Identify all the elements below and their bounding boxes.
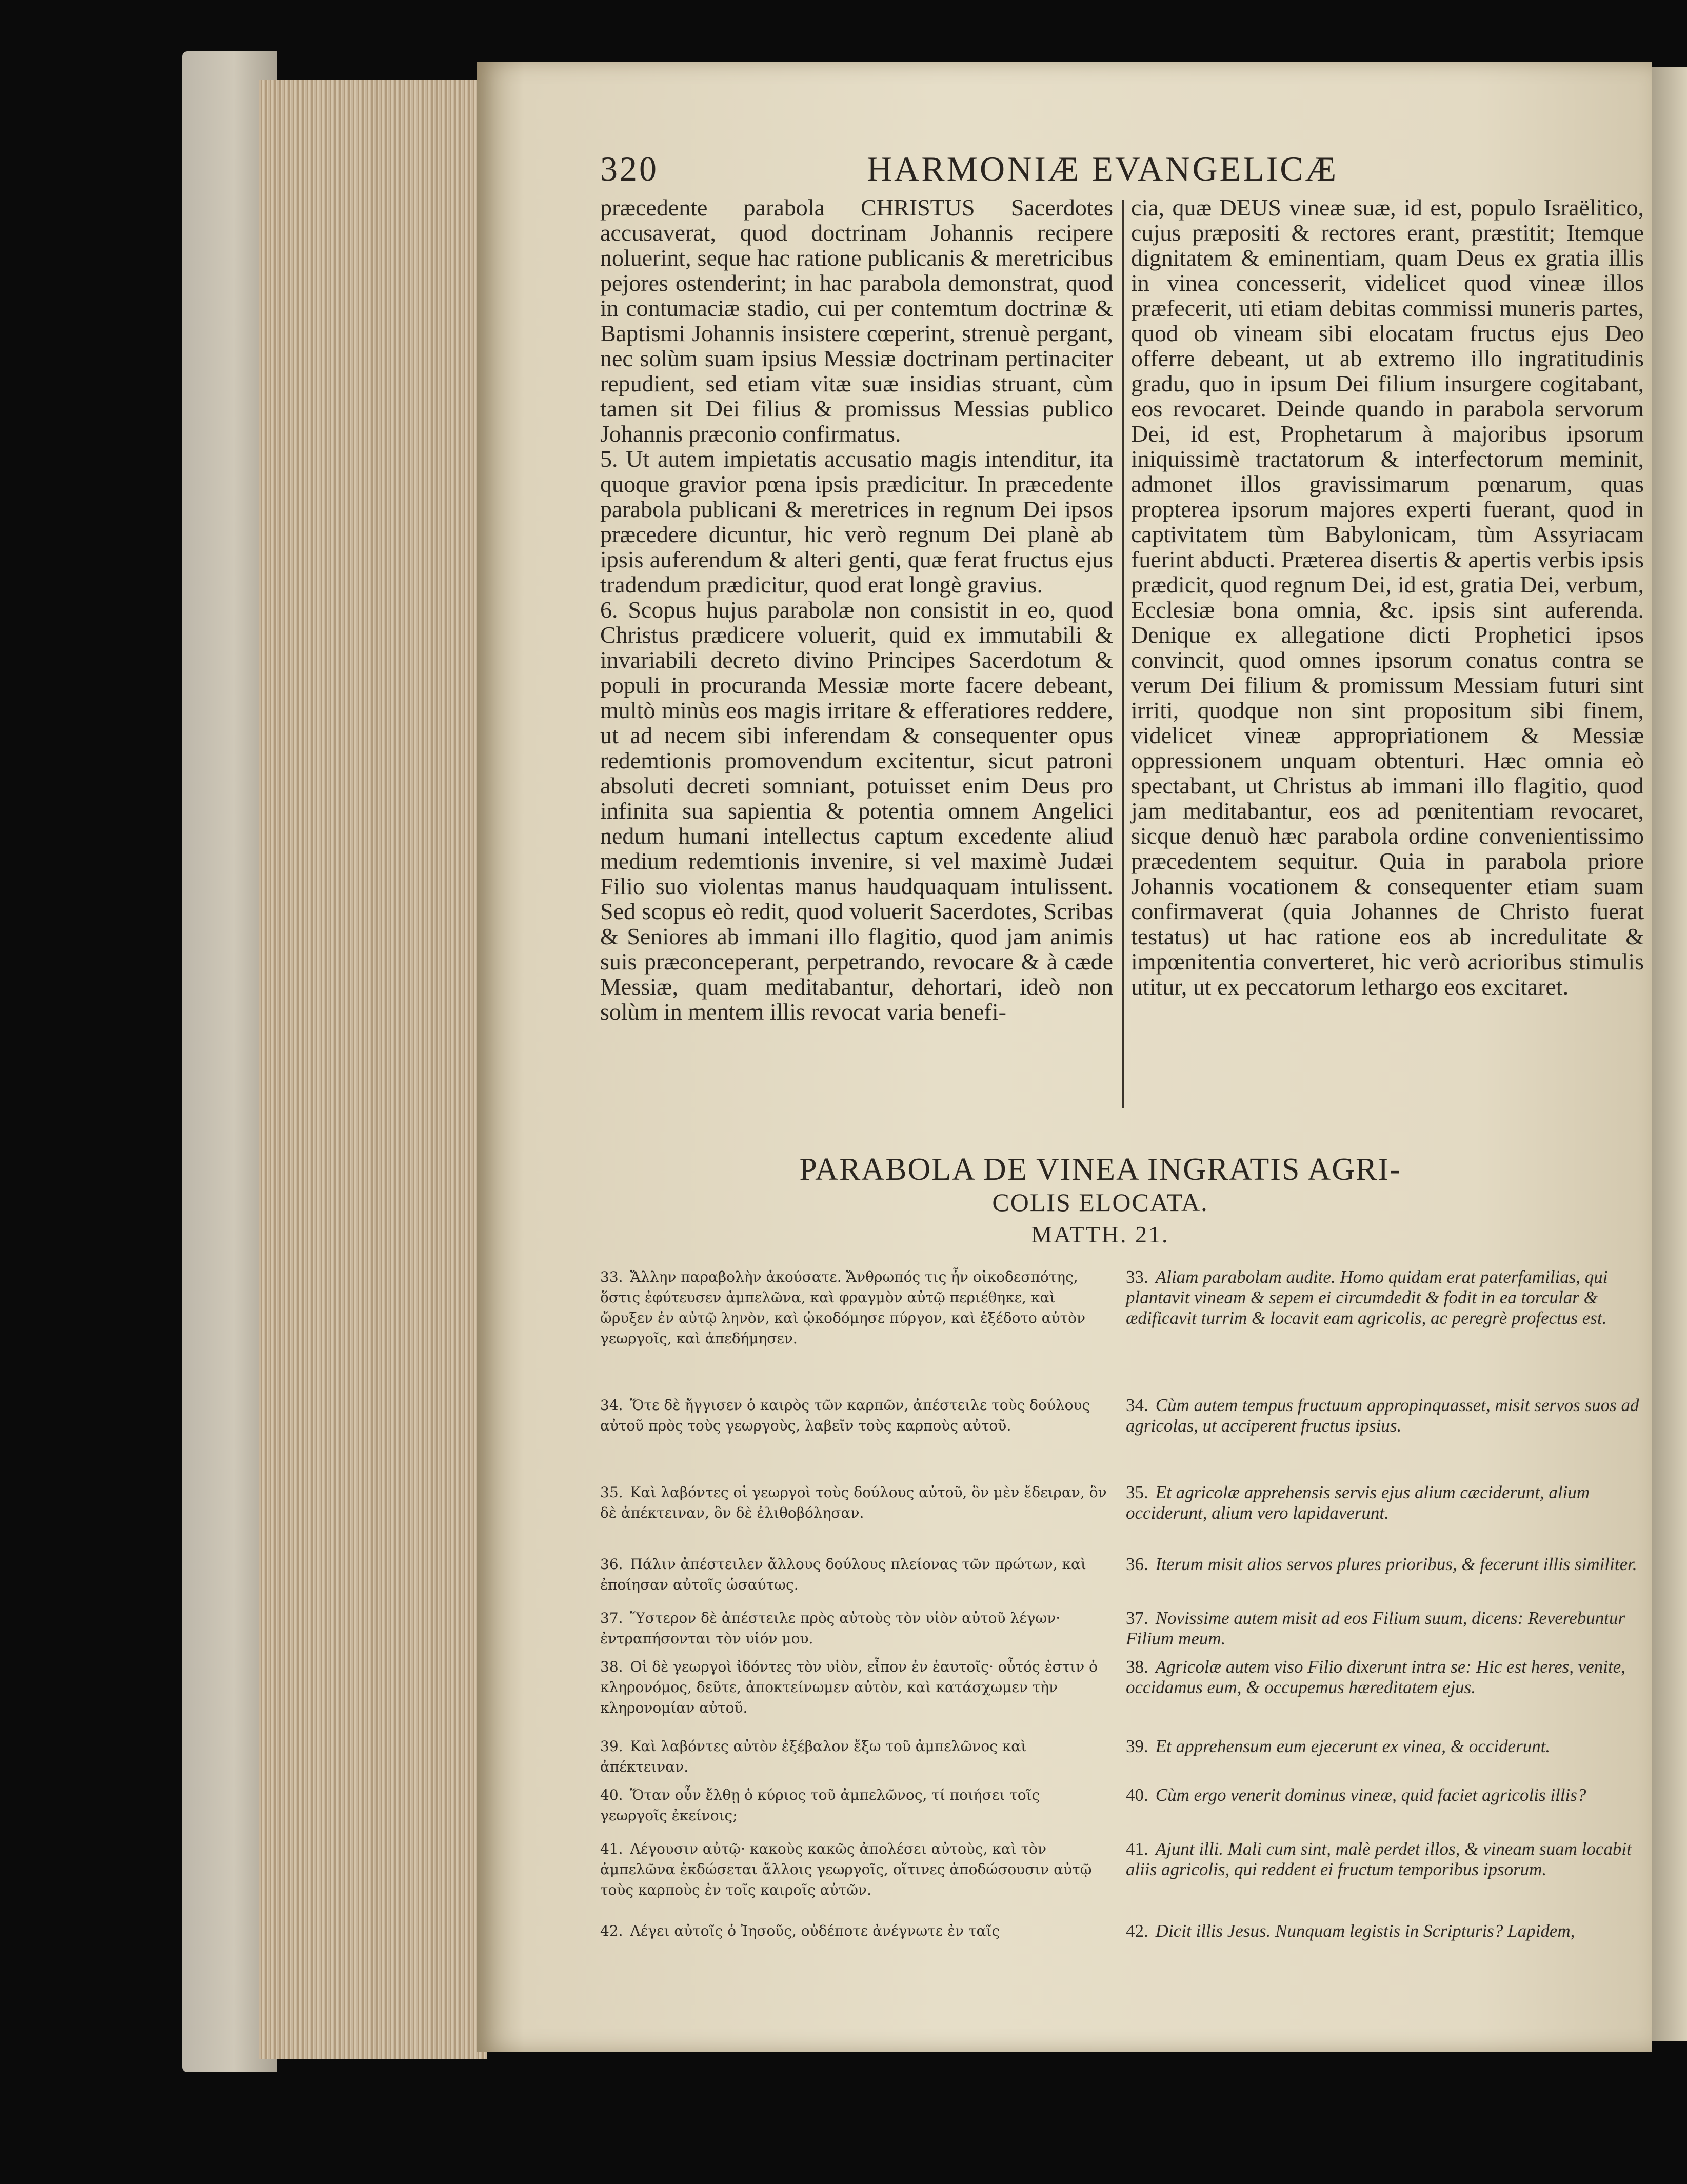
running-title: HARMONIÆ EVANGELICÆ — [867, 149, 1339, 188]
greek-verse: 34. Ὅτε δὲ ἤγγισεν ὁ καιρὸς τῶν καρπῶν, ἀπέστειλε τοὺς δούλους αὐτοῦ πρὸς τοὺς γεωργοὺς, λαβεῖν τοὺς καρποὺς αὐτοῦ. — [600, 1397, 1090, 1434]
greek-verse: 33. Ἄλλην παραβολὴν ἀκούσατε. Ἄνθρωπός τις ἦν οἰκοδεσπότης, ὅστις ἐφύτευσεν ἀμπελῶνα, καὶ φραγμὸν αὐτῷ περιέθηκε, καὶ ὤρυξεν ἐν αὐτῷ ληνὸν, καὶ ᾠκοδόμησε πύργον, καὶ ἐξέδοτο αὐτὸν γεωργοῖς, καὶ ἀπεδήμησεν. — [600, 1268, 1085, 1347]
right-column — [1131, 195, 1644, 999]
latin-verse: 42. Dicit illis Jesus. Nunquam legistis in Scripturis? Lapidem, — [1126, 1921, 1575, 1941]
paragraph: 5. Ut autem impietatis accusatio magis intenditur, ita quoque gravior pœna ipsis prædicitur. In præcedente parabola publicani & meretrices in regnum Dei ipsos præcedere dicuntur, hic verò regnum Dei planè ab ipsis auferendum & alteri genti, quæ ferat fructus ejus tradendum prædicitur, quod erat longè gravius. — [600, 446, 1113, 598]
paragraph: cia, quæ DEUS vineæ suæ, id est, populo Israëlitico, cujus præpositi & rectores erant, præstitit; Itemque dignitatem & eminentiam, quam Deus ex gratia illis in vinea concesserit, videlicet quod vineæ illos præfecerit, uti etiam debitas commissi muneris partes, quod ob vineam sibi elocatam fructus ejus Deo offerre debeant, ut ab extremo illo ingratitudinis gradu, quo in ipsum Dei filium insurgere cogitabant, eos revocaret. Deinde quando in parabola servorum Dei, id est, Prophetarum à majoribus ipsorum iniquissimè tractatorum & interfectorum meminit, admonet illos gravissimarum pœnarum, quas propterea ipsorum majores experti fuerant, quod in captivitatem tùm Babylonicam, tùm Assyriacam fuerint abducti. Præterea disertis & apertis verbis ipsis prædicit, quod regnum Dei, id est, gratia Dei, verbum, Ecclesiæ bona omnia, &c. ipsis sint auferenda. Denique ex allegatione dicti Prophetici ipsos convincit, quod omnes ipsorum conatus contra se verum Dei filium & promissum Messiam futuri sint irriti, quodque non sint propositum sibi finem, videlicet vineæ appropriationem & Messiæ oppressionem unquam obtenturi. Hæc omnia eò spectabant, ut Christus ab immani illo flagitio, quod jam meditabantur, eos ad pœnitentiam revocaret, sicque denuò hæc parabola ordine convenientissimo præcedentem sequitur. Quia in parabola priore Johannis vocationem & consequenter etiam suam confirmaverat (quia Johannes de Christo fuerat testatus) ut hac ratione eos ab incredulitate & impœnitentia converteret, hic verò acrioribus stimulis utitur, ut ex peccatorum lethargo eos excitaret. — [1131, 194, 1644, 1000]
left-column — [600, 195, 1113, 1024]
greek-verse: 38. Οἱ δὲ γεωργοὶ ἰδόντες τὸν υἱὸν, εἶπον ἐν ἑαυτοῖς· οὗτός ἐστιν ὁ κληρονόμος, δεῦτε, ἀποκτείνωμεν αὐτὸν, καὶ κατάσχωμεν τὴν κληρονομίαν αὐτοῦ. — [600, 1658, 1098, 1716]
page-number: 320 — [600, 149, 659, 188]
scripture-reference: MATTH. 21. — [1031, 1221, 1169, 1247]
greek-verse: 42. Λέγει αὐτοῖς ὁ Ἰησοῦς, οὐδέποτε ἀνέγνωτε ἐν ταῖς — [600, 1922, 1000, 1939]
facing-page-edge — [1651, 67, 1687, 2041]
latin-verse: 34. Cùm autem tempus fructuum appropinquasset, misit servos suos ad agricolas, ut acciperent fructus ipsius. — [1126, 1395, 1639, 1436]
latin-verse: 40. Cùm ergo venerit dominus vineæ, quid faciet agricolis illis? — [1126, 1785, 1586, 1805]
greek-verse: 37. Ὕστερον δὲ ἀπέστειλε πρὸς αὐτοὺς τὸν υἱὸν αὐτοῦ λέγων· ἐντραπήσονται τὸν υἱόν μου. — [600, 1610, 1061, 1647]
paragraph: præcedente parabola CHRISTUS Sacerdotes accusaverat, quod doctrinam Johannis recipere noluerint, seque hac ratione publicanis & meretricibus pejores ostenderint; in hac parabola demonstrat, quod in contumaciæ stadio, cui per contemtum doctrinæ & Baptismi Johannis insistere cœperint, strenuè pergant, nec solùm suam ipsius Messiæ doctrinam pertinaciter repudient, sed etiam vitæ suæ insidias struant, cùm tamen sit Dei filius & promissus Messias publico Johannis præconio confirmatus. — [600, 194, 1113, 447]
section-title-cont: COLIS ELOCATA. — [992, 1188, 1208, 1217]
latin-verse: 35. Et agricolæ apprehensis servis ejus alium cæciderunt, alium occiderunt, alium vero lapidaverunt. — [1126, 1482, 1590, 1523]
greek-verse: 39. Καὶ λαβόντες αὐτὸν ἐξέβαλον ἔξω τοῦ ἀμπελῶνος καὶ ἀπέκτειναν. — [600, 1738, 1027, 1775]
latin-verse: 36. Iterum misit alios servos plures prioribus, & fecerunt illis similiter. — [1126, 1554, 1637, 1574]
greek-verse: 36. Πάλιν ἀπέστειλεν ἄλλους δούλους πλείονας τῶν πρώτων, καὶ ἐποίησαν αὐτοῖς ὡσαύτως. — [600, 1556, 1086, 1593]
latin-verse: 33. Aliam parabolam audite. Homo quidam erat paterfamilias, qui plantavit vineam & sepem ei circumdedit & fodit in ea torcular & ædificavit turrim & locavit eam agricolis, ac peregrè profectus est. — [1126, 1267, 1608, 1328]
section-title: PARABOLA DE VINEA INGRATIS AGRI- — [799, 1152, 1401, 1187]
greek-verse: 40. Ὅταν οὖν ἔλθῃ ὁ κύριος τοῦ ἀμπελῶνος, τί ποιήσει τοῖς γεωργοῖς ἐκείνοις; — [600, 1786, 1040, 1824]
latin-verse: 37. Novissime autem misit ad eos Filium suum, dicens: Reverebuntur Filium meum. — [1126, 1608, 1625, 1649]
column-rule — [1122, 200, 1124, 1108]
latin-verse: 41. Ajunt illi. Mali cum sint, malè perdet illos, & vineam suam locabit aliis agricolis, qui reddent ei fructum temporibus ipsorum. — [1126, 1839, 1632, 1879]
latin-verse: 38. Agricolæ autem viso Filio dixerunt intra se: Hic est heres, venite, occidamus eum, & occupemus hæreditatem ejus. — [1126, 1657, 1626, 1697]
greek-verse: 41. Λέγουσιν αὐτῷ· κακοὺς κακῶς ἀπολέσει αὐτοὺς, καὶ τὸν ἀμπελῶνα ἐκδώσεται ἄλλοις γεωργοῖς, οἵτινες ἀποδώσουσιν αὐτῷ τοὺς καρποὺς ἐν τοῖς καιροῖς αὐτῶν. — [600, 1840, 1092, 1898]
greek-verse: 35. Καὶ λαβόντες οἱ γεωργοὶ τοὺς δούλους αὐτοῦ, ὃν μὲν ἔδειραν, ὃν δὲ ἀπέκτειναν, ὃν δὲ ἐλιθοβόλησαν. — [600, 1484, 1107, 1521]
page-edges — [259, 80, 487, 2059]
latin-verse: 39. Et apprehensum eum ejecerunt ex vinea, & occiderunt. — [1126, 1736, 1551, 1756]
paragraph: 6. Scopus hujus parabolæ non consistit in eo, quod Christus prædicere voluerit, quid ex immutabili & invariabili decreto divino Principes Sacerdotum & populi in procuranda Messiæ morte facere debeant, multò minùs eos magis irritare & efferatiores reddere, ut ad necem sibi inferendam & consequenter opus redemtionis promovendum excitentur, sicut patroni absoluti decreti somniant, potuisset enim Deus pro infinita sua sapientia & potentia omnem Angelici nedum humani intellectus captum excedente aliud medium redemtionis invenire, si vel maximè Judæi Filio suo violentas manus haudquaquam intulissent. Sed scopus eò redit, quod voluerit Sacerdotes, Scribas & Seniores ab immani illo flagitio, quod jam animis suis præconceperant, perpetrando, revocare & à cæde Messiæ, quam meditabantur, dehortari, ideò non solùm in mentem illis revocat varia benefi- — [600, 597, 1113, 1025]
